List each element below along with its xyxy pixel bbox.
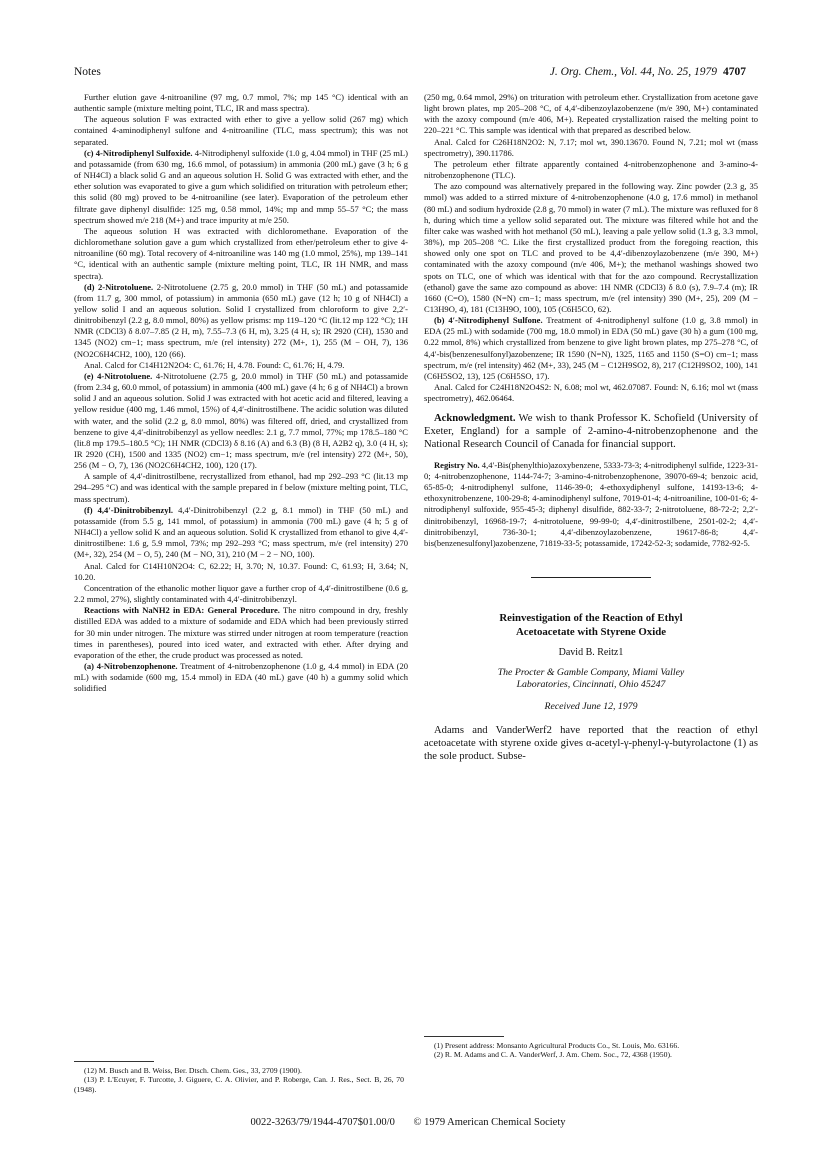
copyright: © 1979 American Chemical Society bbox=[413, 1117, 566, 1128]
paragraph bbox=[74, 605, 408, 661]
paragraph bbox=[424, 382, 758, 404]
paragraph-text: The aqueous solution F was extracted with ether to give a yellow solid (267 mg) which contained 4-aminodiphenyl sulfone and 4-nitroaniline (TLC, mass spectrum); this was not separated. bbox=[74, 114, 408, 147]
article-author: David B. Reitz1 bbox=[558, 647, 624, 659]
footnote: (1) Present address: Monsanto Agricultural Products Co., St. Louis, Mo. 63166. bbox=[434, 1041, 680, 1050]
paragraph bbox=[424, 315, 758, 382]
registry-text: 4,4′-Bis(phenylthio)azoxybenzene, 5333-73-3; 4-nitrodiphenyl sulfide, 1223-31-0; 4-nitrobenzophenone, 1144-74-7; 3-amino-4-nitrobenzophenone, 39070-69-4; benzoic acid, 65-85-0; 4-nitrodiphenyl sulfone, 1146-39-0; 4-ethoxydiphenyl sulfone, 14193-13-6; 4-ethoxynitrobenzene, 100-29-8; 4-aminodiphenyl sulfone, 7019-01-4; 4-nitroaniline, 100-01-6; 4-nitrodiphenyl sulfoxide, 955-45-3; diphenyl disulfide, 882-33-7; 2-nitrotoluene, 88-72-2; 2,2′-dinitrobibenzyl, 16968-19-7; 4-nitrotoluene, 99-99-0; 4,4′-dinitrostilbene, 2501-02-2; 4,4′-dinitrobibenzyl, 736-30-1; 4,4′-dibenzoylazobenzene, 19617-86-8; 4,4′-bis(benzenesulfonyl)azobenzene, 71819-33-5; potassamide, 17242-52-3; sodamide, 7782-92-5. bbox=[424, 459, 758, 548]
paragraph-text: 4,4′-Dinitrobibenzyl (2.2 g, 8.1 mmol) in THF (50 mL) and potassamide (from 5.5 g, 141 mmol, of potassium) in ammonia (700 mL) gave (4 h; 5 g of NH4Cl) a yellow solid K and an aqueous solution. Solid K crystallized from ethanol to give 4,4′-dinitrostilbene: 1.6 g, 5.9 mmol, 73%; mp 292–293 °C; mass spectrum, m/e (rel intensity) 270 (M+, 32), 254 (M − O, 5), 240 (M − NO, 31), 210 (M − 2 − NO, 100). bbox=[74, 504, 408, 560]
paragraph bbox=[424, 181, 758, 315]
page-number: 4707 bbox=[723, 66, 746, 78]
footnote-rule-left bbox=[74, 1061, 154, 1062]
footnote: (12) M. Busch and B. Weiss, Ber. Dtsch. Chem. Ges., 33, 2709 (1900). bbox=[84, 1066, 302, 1075]
footnotes-left bbox=[74, 1066, 404, 1094]
journal-name: J. Org. Chem., Vol. 44, No. 25, 1979 bbox=[549, 66, 717, 78]
paragraph-text: The aqueous solution H was extracted with dichloromethane. Evaporation of the dichloromethane solution gave a gum which crystallized from ether/petroleum ether to give 4-nitroaniline (60 mg). Total recovery of 4-nitroaniline was 140 mg (1.0 mmol, 25%), mp 139–141 °C, identical with an authentic sample (mixture melting point, TLC, IR 1H NMR, and mass spectra). bbox=[74, 225, 408, 281]
right-column bbox=[424, 92, 758, 764]
paragraph bbox=[74, 148, 408, 226]
right-column-paragraphs bbox=[424, 92, 758, 404]
footnote-rule-right bbox=[424, 1036, 504, 1037]
paragraph-text: 4-Nitrodiphenyl sulfoxide (1.0 g, 4.04 mmol) in THF (25 mL) and potassamide (from 630 mg, 16.6 mmol, of potassium) in ammonia (200 mL) gave (3 h; 6 g of NH4Cl) a black solid G and an aqueous solution H. Solid G was extracted with ether, and the ether solution was evaporated to give a gum which solidified on trituration with petroleum ether; this solid (80 mg) proved to be 4-nitroaniline (see later). Evaporation of the petroleum ether filtrate gave diphenyl disulfide: 125 mg, 0.58 mmol, 14%; mp and mmp 55–57 °C; the mass spectrum showed m/e 218 (M+) and trace impurity at m/e 250. bbox=[74, 147, 408, 225]
footnotes-right bbox=[424, 1041, 754, 1060]
paragraph-heading: (c) 4-Nitrodiphenyl Sulfoxide. bbox=[84, 147, 193, 158]
paragraph bbox=[424, 159, 758, 181]
acknowledgment-text: We wish to thank Professor K. Schofield (University of Exeter, England) for a sample of 2-amino-4-nitrobenzophenone and the National Research Council of Canada for financial support. bbox=[424, 413, 758, 450]
paragraph bbox=[74, 471, 408, 504]
paragraph-text: 2-Nitrotoluene (2.75 g, 20.0 mmol) in THF (50 mL) and potassamide (from 11.7 g, 300 mmol, of potassium) in ammonia (650 mL) gave (12 h; 10 g of NH4Cl) a yellow solid I and an aqueous solution. Solid I crystallized from chloroform to give 2,2′-dinitrobibenzyl (2.2 g, 8.0 mmol, 80%) as yellow prisms: mp 119–120 °C (lit.12 mp 122 °C); 1H NMR (CDCl3) δ 8.07–7.85 (2 H, m), 7.55–7.3 (6 H, m), 3.25 (4 H, s); IR 2920 (CH), 1530 and 1345 (NO2) cm−1; mass spectrum, m/e (rel intensity) 272 (M+, 1), 255 (M − OH, 7), 136 (NO2C6H4CH2, 100), 120 (66). bbox=[74, 281, 409, 359]
article-separator bbox=[531, 577, 651, 578]
paragraph-text: Further elution gave 4-nitroaniline (97 mg, 0.7 mmol, 7%; mp 145 °C) identical with an authentic sample (mixture melting point, TLC, IR and mass spectra). bbox=[74, 92, 408, 114]
paragraph-text: Concentration of the ethanolic mother liquor gave a further crop of 4,4′-dinitrostilbene (0.6 g, 2.2 mmol, 27%), slightly contaminated with 4,4′-dinitrobibenzyl. bbox=[74, 582, 408, 605]
paragraph bbox=[74, 505, 408, 561]
paragraph-text: Treatment of 4-nitrodiphenyl sulfone (1.0 g, 3.8 mmol) in EDA (25 mL) with sodamide (700 mg, 18.0 mmol) in EDA (50 mL) gave (30 h) a gum (100 mg, 0.22 mmol, 8%) which crystallized from benzene to give light brown plates, mp 275–278 °C, of 4,4′-bis(benzenesulfonyl)azobenzene; IR 1590 (N=N), 1325, 1165 and 1150 (S=O) cm−1; mass spectrum, m/e (rel intensity) 462 (M+, 33), 245 (M − C12H9SO2, 8), 217 (C12H9SO2, 100), 141 (C6H5SO2, 13), 125 (C6H5SO, 17). bbox=[424, 315, 758, 381]
paragraph-text: Treatment of 4-nitrobenzophenone (1.0 g, 4.4 mmol) in EDA (20 mL) with sodamide (600 mg, 15.4 mmol) in EDA (40 mL) gave (40 h) a gummy solid which solidified bbox=[74, 660, 409, 694]
paragraph bbox=[424, 92, 758, 137]
paragraph bbox=[74, 226, 408, 282]
article-intro: Adams and VanderWerf2 have reported that the reaction of ethyl acetoacetate with styrene oxide gives α-acetyl-γ-phenyl-γ-butyrolactone (1) as the sole product. Subse- bbox=[424, 725, 758, 762]
paragraph bbox=[74, 282, 408, 360]
paragraph-heading: (f) 4,4′-Dinitrobibenzyl. bbox=[84, 504, 174, 515]
paragraph-heading: (b) 4′-Nitrodiphenyl Sulfone. bbox=[434, 315, 543, 326]
paragraph bbox=[74, 92, 408, 114]
footnote: (13) P. L'Ecuyer, F. Turcotte, J. Giguere, C. A. Olivier, and P. Roberge, Can. J. Res., Sect. B, 26, 70 (1948). bbox=[74, 1075, 404, 1094]
article-title bbox=[424, 612, 758, 639]
article-affiliation bbox=[424, 667, 758, 691]
footnote: (2) R. M. Adams and C. A. VanderWerf, J. Am. Chem. Soc., 72, 4368 (1950). bbox=[434, 1050, 672, 1060]
paragraph-text: Anal. Calcd for C14H12N2O4: C, 61.76; H, 4.78. Found: C, 61.76; H, 4.79. bbox=[84, 359, 345, 370]
article-code: 0022-3263/79/1944-4707$01.00/0 bbox=[250, 1117, 395, 1128]
paragraph-text: A sample of 4,4′-dinitrostilbene, recrystallized from ethanol, had mp 292–293 °C (lit.13 mp 294–295 °C) and was identical with the sample prepared in f below (mixture melting point, TLC, mass spectrum). bbox=[74, 471, 408, 504]
paragraph bbox=[74, 661, 408, 694]
article-title-line-2: Acetoacetate with Styrene Oxide bbox=[515, 625, 666, 638]
page-footer bbox=[0, 1117, 816, 1128]
section-label: Notes bbox=[74, 66, 101, 78]
article-title-line-1: Reinvestigation of the Reaction of Ethyl bbox=[499, 612, 683, 625]
paragraph-heading: (d) 2-Nitrotoluene. bbox=[84, 281, 154, 292]
affiliation-line-1: The Procter & Gamble Company, Miami Valley bbox=[497, 667, 685, 679]
paragraph bbox=[74, 114, 408, 147]
registry-numbers bbox=[424, 460, 758, 549]
journal-citation bbox=[550, 66, 746, 78]
paragraph-text: The azo compound was alternatively prepared in the following way. Zinc powder (2.3 g, 35 mmol) was added to a stirred mixture of 4-nitrobenzophenone (4.0 g, 17.6 mmol) in methanol (80 mL) and sodium hydroxide (2.8 g, 70 mmol) in water (7 mL). The mixture was refluxed for 8 h, during which time a yellow solid separated out. The mixture was filtered while hot and the filter cake was washed with hot methanol (50 mL), leaving a pale yellow solid (1.3 g, 3.3 mmol, 38%), mp 205–208 °C. Like the first crystallized product from the foregoing reaction, this showed only one spot on TLC and proved to be 4,4′-dibenzoylazobenzene (m/e 390, M+) contaminated with the azoxy compound (m/e 406, M+); the methanol washings showed two spots on TLC, one of which was identical with that for the azo compound. Recrystallization (ethanol) gave the same azo compound as above: 1H NMR (CDCl3) δ 8.0 (s), 7.9–7.4 (m); IR 1660 (C=O), 1580 (N=N) cm−1; mass spectrum, m/e (rel intensity) 390 (M+, 25), 209 (M − C13H9O, 4), 181 (C13H9O, 100), 105 (C6H5CO, 62). bbox=[424, 181, 758, 314]
running-header bbox=[70, 66, 746, 82]
paragraph-text: The petroleum ether filtrate apparently contained 4-nitrobenzophenone and 3-amino-4-nitrobenzophenone (TLC). bbox=[424, 158, 758, 181]
paragraph-text: Anal. Calcd for C24H18N2O4S2: N, 6.08; mol wt, 462.07087. Found: N, 6.16; mol wt (mass spectrometry), 462.06464. bbox=[424, 382, 758, 404]
affiliation-line-2: Laboratories, Cincinnati, Ohio 45247 bbox=[516, 679, 666, 691]
paragraph bbox=[74, 371, 408, 471]
paragraph-heading: (e) 4-Nitrotoluene. bbox=[84, 370, 153, 381]
paragraph-text: The nitro compound in dry, freshly distilled EDA was added to a mixture of sodamide and EDA which had been previously stirred for 30 min under nitrogen. The mixture was stirred under nitrogen at room temperature (reaction times in parentheses), poured into iced water, and extracted with ether. After drying and evaporation of the ether, the crude product was processed as noted. bbox=[74, 605, 408, 660]
paragraph bbox=[74, 360, 408, 371]
paragraph-heading: (a) 4-Nitrobenzophenone. bbox=[84, 660, 178, 671]
acknowledgment-heading: Acknowledgment. bbox=[434, 413, 516, 425]
paragraph-text: (250 mg, 0.64 mmol, 29%) on trituration with petroleum ether. Crystallization from acetone gave light brown plates, mp 205–208 °C, of 4,4′-dibenzoylazobenzene (m/e 390, M+) contaminated with the azoxy compound (m/e 406, M+). Repeated crystallization raised the melting point to 220–221 °C. This sample was identical with that prepared as described below. bbox=[424, 92, 758, 136]
paragraph-heading: Reactions with NaNH2 in EDA: General Procedure. bbox=[84, 605, 280, 616]
paragraph-text: Anal. Calcd for C14H10N2O4: C, 62.22; H, 3.70; N, 10.37. Found: C, 61.93; H, 3.64; N, 10.20. bbox=[74, 560, 408, 582]
paragraph-text: Anal. Calcd for C26H18N2O2: N, 7.17; mol wt, 390.13670. Found N, 7.21; mol wt (mass spectrometry), 390.11786. bbox=[424, 136, 758, 158]
paragraph bbox=[74, 561, 408, 583]
received-date: Received June 12, 1979 bbox=[544, 701, 638, 713]
paragraph bbox=[74, 583, 408, 605]
paragraph bbox=[424, 137, 758, 159]
registry-heading: Registry No. bbox=[434, 459, 480, 470]
acknowledgment bbox=[424, 413, 758, 451]
left-column bbox=[74, 92, 408, 694]
paragraph-text: 4-Nitrotoluene (2.75 g, 20.0 mmol) in THF (50 mL) and potassamide (from 2.34 g, 60.0 mmol, of potassium) in ammonia (400 mL) gave (4 h; 6 g of NH4Cl) a brown solid J and an aqueous solution. Solid J was extracted with hot acetic acid and filtered, leaving a yellow residue (400 mg, 1.46 mmol, 15%) of 4,4′-dinitrostilbene. The acidic solution was diluted with water, and the solid (2.2 g, 8.0 mmol, 80%) was filtered off, dried, and crystallized from benzene to give 4,4′-dinitrobibenzyl as yellow needles: 2.1 g, 7.7 mmol, 77%; mp 178.5–180 °C (lit.8 mp 179.5–180.5 °C); 1H NMR (CDCl3) δ 8.16 (A) and 6.3 (B) (8 H, A2B2 q), 3.0 (4 H, s); IR 2920 (CH), 1500 and 1335 (NO2) cm−1; mass spectrum, m/e (rel intensity) 272 (M+, 50), 256 (M − O, 7), 136 (NO2C6H4CH2, 100), 120 (17). bbox=[74, 370, 408, 471]
